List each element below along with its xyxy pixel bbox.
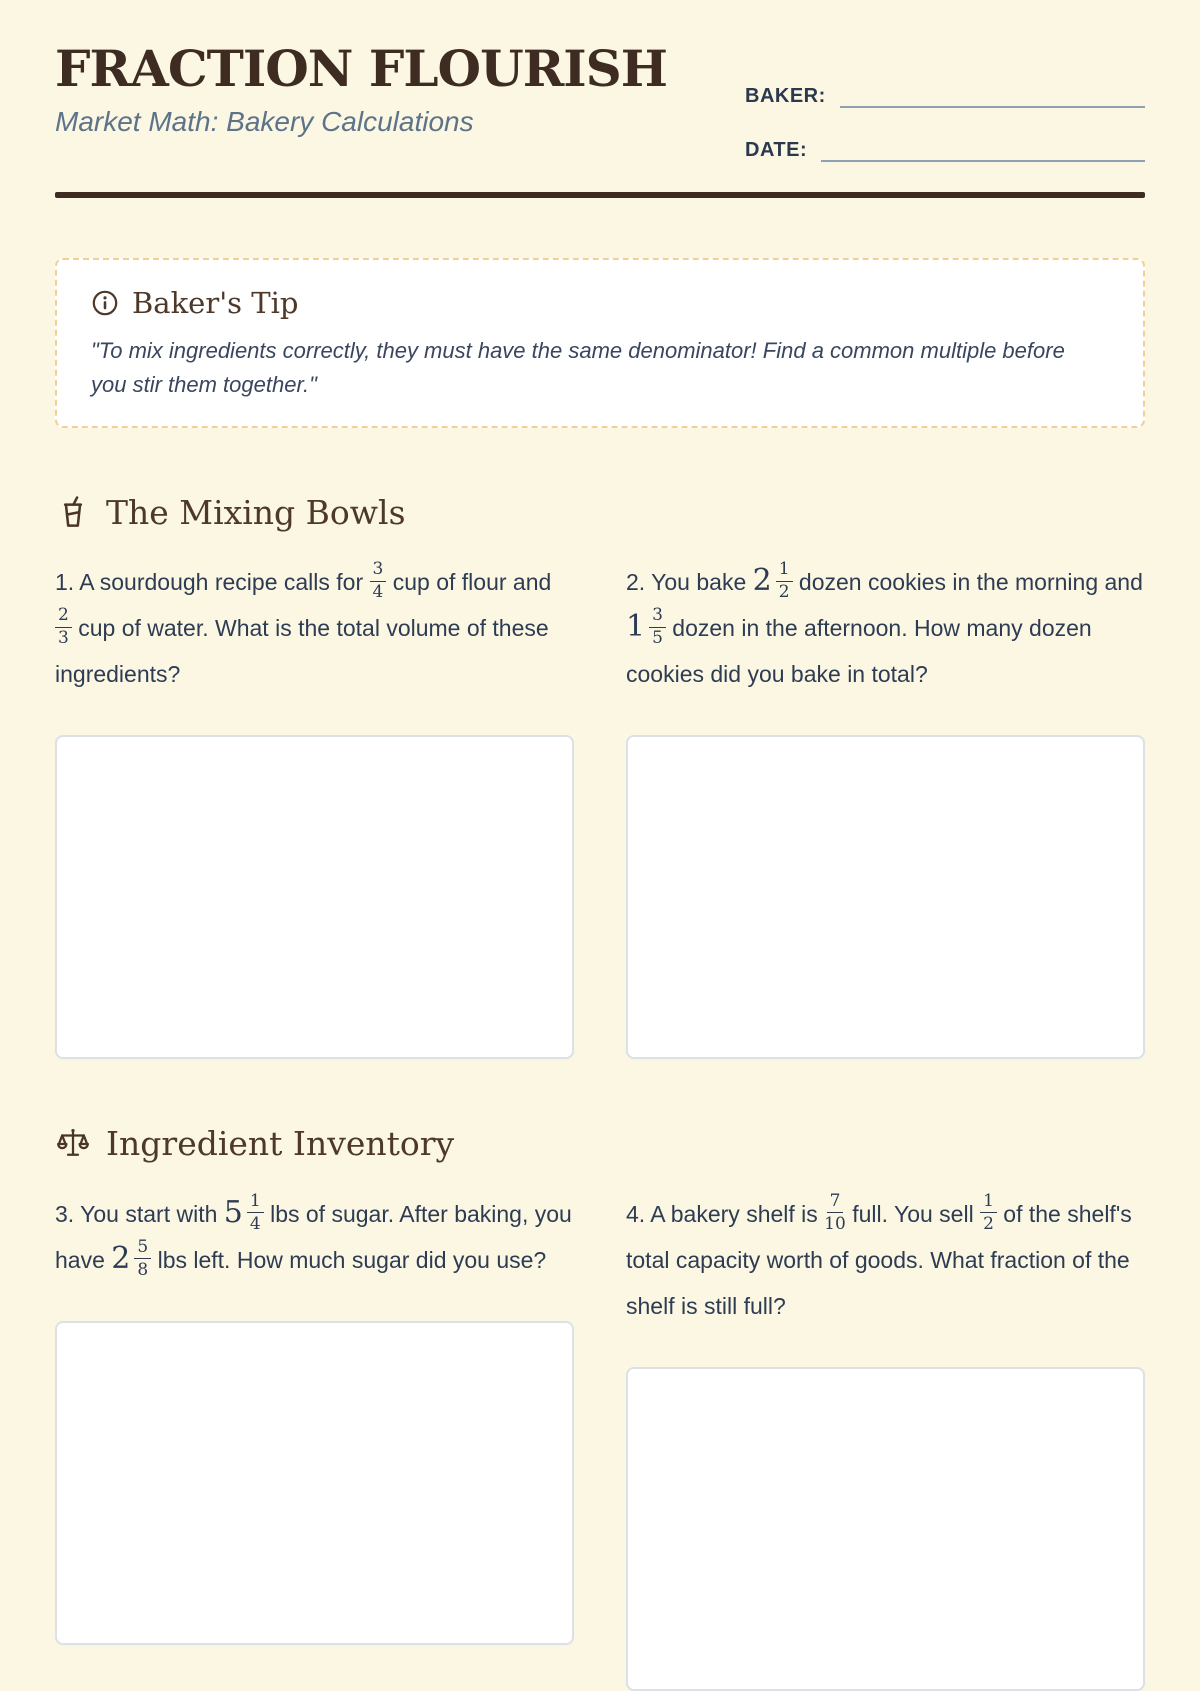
header-title-block: [55, 39, 668, 138]
problem-3: [55, 1191, 574, 1645]
baker-field-row: [745, 64, 1145, 108]
header: [55, 39, 1145, 172]
bakers-tip-box: [55, 258, 1145, 428]
tip-heading: Baker's Tip: [132, 286, 299, 320]
problem-4: [626, 1191, 1145, 1691]
problem-4-text: 4. A bakery shelf is $\frac{7}{10}$ full. You sell $\frac{1}{2}$ of the shelf's total capacity worth of goods. What fraction of the shelf is still full?: [626, 1190, 1132, 1319]
balance-scale-icon: [55, 1126, 91, 1162]
header-fields: [745, 42, 1145, 172]
info-icon: [91, 289, 119, 317]
tip-text: "To mix ingredients correctly, they must have the same denominator! Find a common multiple before you stir them together.": [91, 338, 1065, 398]
fraction: $\frac{3}{4}$: [370, 561, 387, 601]
problem-1-work-area[interactable]: [55, 735, 574, 1059]
fraction: $\frac{1}{2}$: [980, 1193, 997, 1233]
section-ingredient-inventory: [55, 1123, 1145, 1690]
fraction: $\frac{7}{10}$: [824, 1190, 846, 1234]
section-title: Ingredient Inventory: [106, 1124, 455, 1164]
tip-heading-row: [91, 286, 1109, 320]
cup-straw-icon: [55, 495, 91, 531]
section-ingredient-inventory-heading: [55, 1123, 1145, 1164]
fraction: 1 $\frac{3}{5}$: [626, 607, 666, 647]
problem-2: [626, 559, 1145, 1059]
problem-4-work-area[interactable]: [626, 1367, 1145, 1691]
fraction: 5 $\frac{1}{4}$: [224, 1193, 264, 1233]
section-mixing-bowls: [55, 492, 1145, 1059]
fraction: 2 $\frac{1}{2}$: [753, 561, 793, 601]
problem-3-text: 3. You start with 5 $\frac{1}{4}$ lbs of sugar. After baking, you have 2 $\frac{5}{8}$ lbs left. How much sugar did you use?: [55, 1190, 572, 1280]
problem-2-text: 2. You bake 2 $\frac{1}{2}$ dozen cookies in the morning and 1 $\frac{3}{5}$ dozen in the afternoon. How many dozen cookies did you bake in total?: [626, 559, 1143, 688]
section-title: The Mixing Bowls: [106, 493, 406, 533]
date-label: DATE:: [745, 139, 808, 161]
header-divider: [55, 192, 1145, 198]
problem-3-work-area[interactable]: [55, 1321, 574, 1645]
fraction: $\frac{2}{3}$: [55, 607, 72, 647]
problem-1-text: 1. A sourdough recipe calls for $\frac{3}{4}$ cup of flour and $\frac{2}{3}$ cup of water. What is the total volume of these ingredients?: [55, 559, 552, 688]
baker-input-line[interactable]: [840, 78, 1145, 108]
date-input-line[interactable]: [821, 132, 1145, 162]
problem-1: [55, 559, 574, 1059]
problems-row-2: [55, 1191, 1145, 1691]
section-mixing-bowls-heading: [55, 492, 1145, 533]
fraction: 2 $\frac{5}{8}$: [111, 1239, 151, 1279]
baker-label: BAKER:: [745, 85, 826, 107]
problem-2-work-area[interactable]: [626, 735, 1145, 1059]
problems-row-1: [55, 559, 1145, 1059]
page-subtitle: Market Math: Bakery Calculations: [55, 106, 474, 137]
date-field-row: [745, 118, 1145, 162]
page-title: FRACTION FLOURISH: [55, 39, 668, 98]
